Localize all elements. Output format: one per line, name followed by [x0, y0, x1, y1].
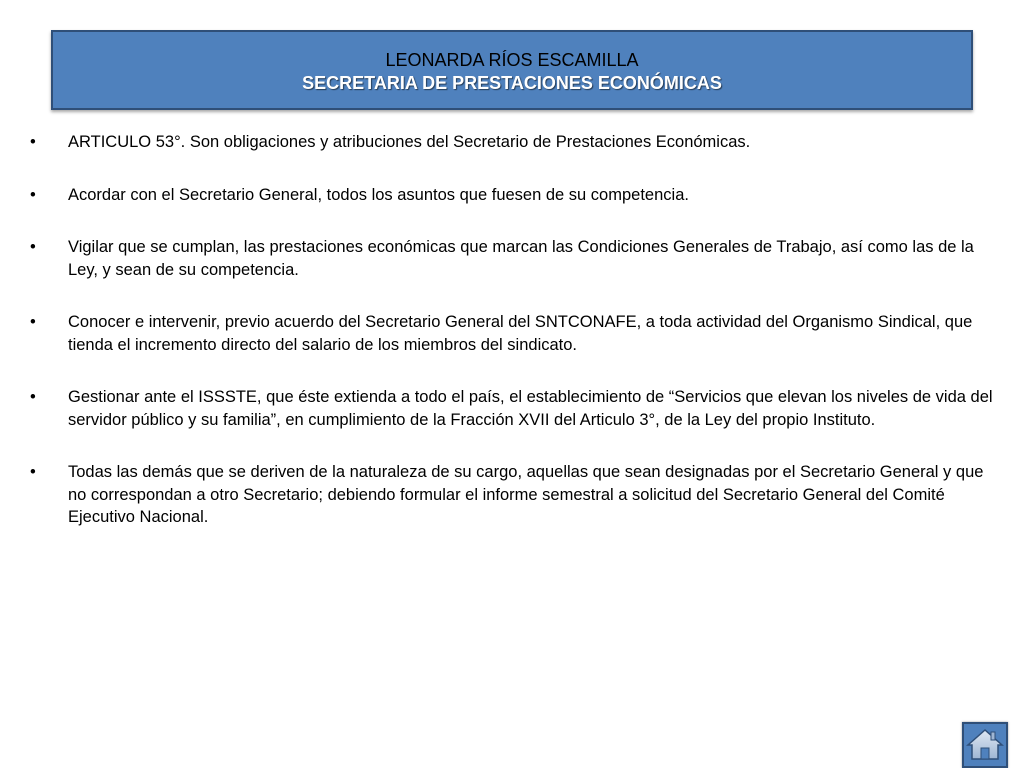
- presenter-name: LEONARDA RÍOS ESCAMILLA: [385, 50, 639, 70]
- bullet-text: Todas las demás que se deriven de la naturaleza de su cargo, aquellas que sean designadas por el Secretario General y que no correspondan a otro Secretario; debiendo formular el informe semestral a solicitud del Secretario General del Comité Ejecutivo Nacional.: [68, 463, 984, 526]
- bullet-text: Conocer e intervenir, previo acuerdo del Secretario General del SNTCONAFE, a toda actividad del Organismo Sindical, que tienda el incremento directo del salario de los miembros del sindicato.: [68, 313, 973, 354]
- bullet-symbol: •: [30, 185, 36, 204]
- bullet-text: Vigilar que se cumplan, las prestaciones económicas que marcan las Condiciones Generales de Trabajo, así como las de la Ley, y sean de su competencia.: [68, 238, 974, 279]
- home-button[interactable]: [962, 722, 1008, 768]
- bullet-list: [26, 131, 996, 559]
- list-item: [26, 236, 996, 281]
- bullet-symbol: •: [30, 463, 36, 481]
- list-item: [26, 311, 996, 356]
- list-item: [26, 131, 996, 154]
- title-banner: [51, 30, 973, 110]
- bullet-symbol: •: [30, 313, 36, 331]
- bullet-symbol: •: [30, 238, 36, 256]
- bullet-symbol: •: [30, 133, 36, 151]
- bullet-symbol: •: [30, 388, 36, 406]
- home-icon: [964, 724, 1006, 766]
- list-item: [26, 386, 996, 431]
- slide-title: SECRETARIA DE PRESTACIONES ECONÓMICAS: [302, 73, 722, 93]
- bullet-text: Gestionar ante el ISSSTE, que éste extienda a todo el país, el establecimiento de “Servicios que elevan los niveles de vida del servidor público y su familia”, en cumplimiento de la Fracción XVII del Articulo 3°, de la Ley del propio Instituto.: [68, 388, 993, 429]
- list-item: [26, 461, 996, 529]
- list-item: [26, 184, 996, 207]
- bullet-text: Acordar con el Secretario General, todos los asuntos que fuesen de su competencia.: [68, 185, 689, 204]
- bullet-text: ARTICULO 53°. Son obligaciones y atribuciones del Secretario de Prestaciones Económicas.: [68, 133, 751, 151]
